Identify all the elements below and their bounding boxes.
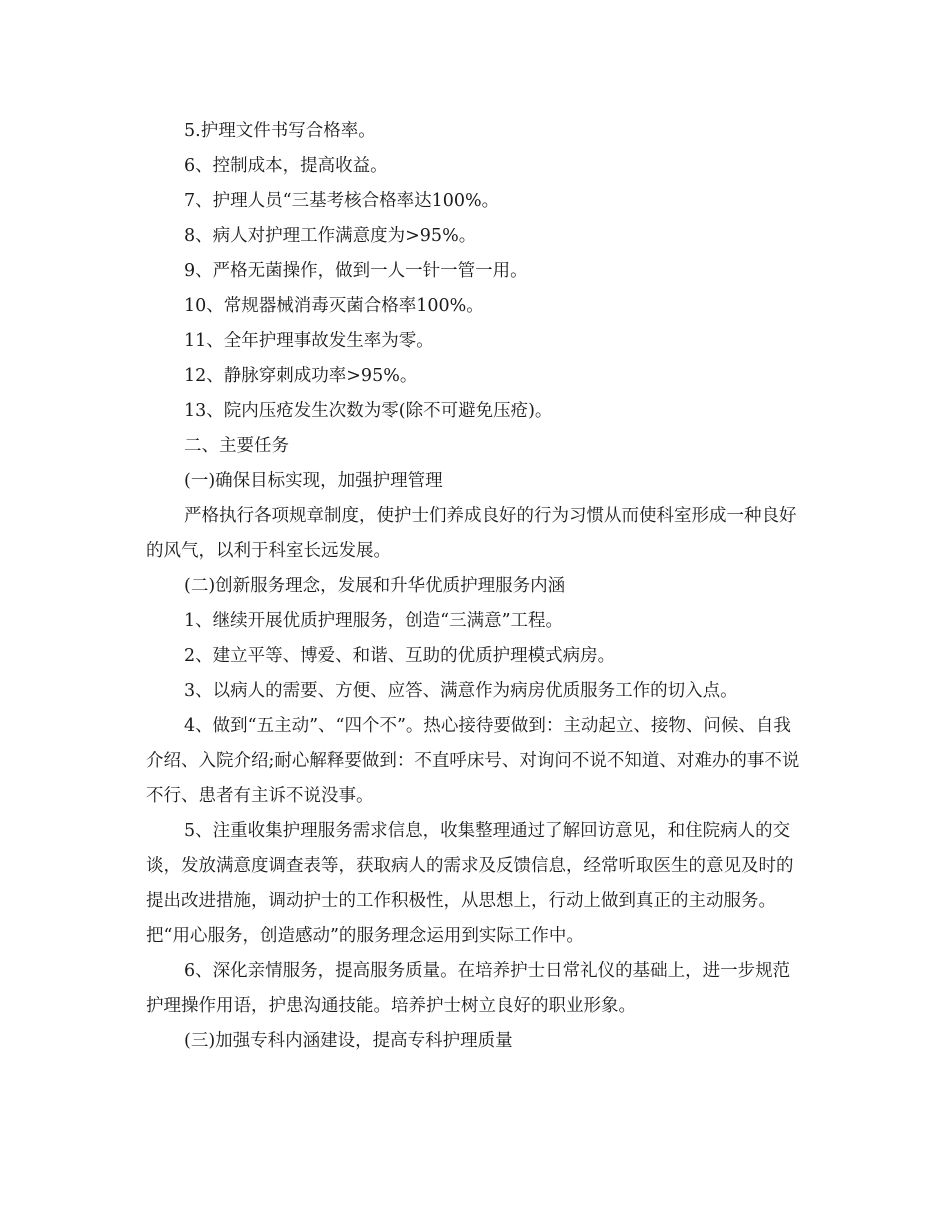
task-2: 2、建立平等、博爱、和谐、互助的优质护理模式病房。 bbox=[184, 646, 616, 666]
document-body bbox=[146, 114, 806, 1059]
item-5-document-writing: 5.护理文件书写合格率。 bbox=[184, 121, 376, 141]
item-7-three-basics: 7、护理人员“三基考核合格率达100%。 bbox=[184, 191, 500, 211]
subheading-2: (二)创新服务理念，发展和升华优质护理服务内涵 bbox=[184, 576, 566, 596]
item-9-aseptic: 9、严格无菌操作，做到一人一针一管一用。 bbox=[184, 261, 528, 281]
task-3: 3、以病人的需要、方便、应答、满意作为病房优质服务工作的切入点。 bbox=[184, 681, 738, 701]
subheading-3: (三)加强专科内涵建设，提高专科护理质量 bbox=[184, 1031, 513, 1051]
item-11-accident-rate: 11、全年护理事故发生率为零。 bbox=[184, 331, 434, 351]
item-8-satisfaction: 8、病人对护理工作满意度为>95%。 bbox=[184, 226, 477, 246]
item-12-venipuncture: 12、静脉穿刺成功率>95%。 bbox=[184, 366, 418, 386]
subheading-1: (一)确保目标实现，加强护理管理 bbox=[184, 471, 443, 491]
item-6-cost-control: 6、控制成本，提高收益。 bbox=[184, 156, 388, 176]
task-1: 1、继续开展优质护理服务，创造“三满意”工程。 bbox=[184, 611, 564, 631]
item-13-pressure-sores: 13、院内压疮发生次数为零(除不可避免压疮)。 bbox=[184, 401, 553, 421]
section-heading-main-tasks: 二、主要任务 bbox=[184, 436, 289, 456]
paragraph-regulations: 严格执行各项规章制度，使护士们养成良好的行为习惯从而使科室形成一种良好的风气，以利于科室长远发展。 bbox=[146, 506, 797, 561]
item-10-sterilization: 10、常规器械消毒灭菌合格率100%。 bbox=[184, 296, 484, 316]
task-6: 6、深化亲情服务，提高服务质量。在培养护士日常礼仪的基础上，进一步规范护理操作用语，护患沟通技能。培养护士树立良好的职业形象。 bbox=[146, 961, 791, 1016]
task-5: 5、注重收集护理服务需求信息，收集整理通过了解回访意见，和住院病人的交谈，发放满意度调查表等，获取病人的需求及反馈信息，经常听取医生的意见及时的提出改进措施，调动护士的工作积极性，从思想上，行动上做到真正的主动服务。把“用心服务，创造感动”的服务理念运用到实际工作中。 bbox=[146, 821, 794, 946]
task-4: 4、做到“五主动”、“四个不”。热心接待要做到：主动起立、接物、问候、自我介绍、入院介绍;耐心解释要做到：不直呼床号、对询问不说不知道、对难办的事不说不行、患者有主诉不说没事。 bbox=[146, 716, 800, 806]
